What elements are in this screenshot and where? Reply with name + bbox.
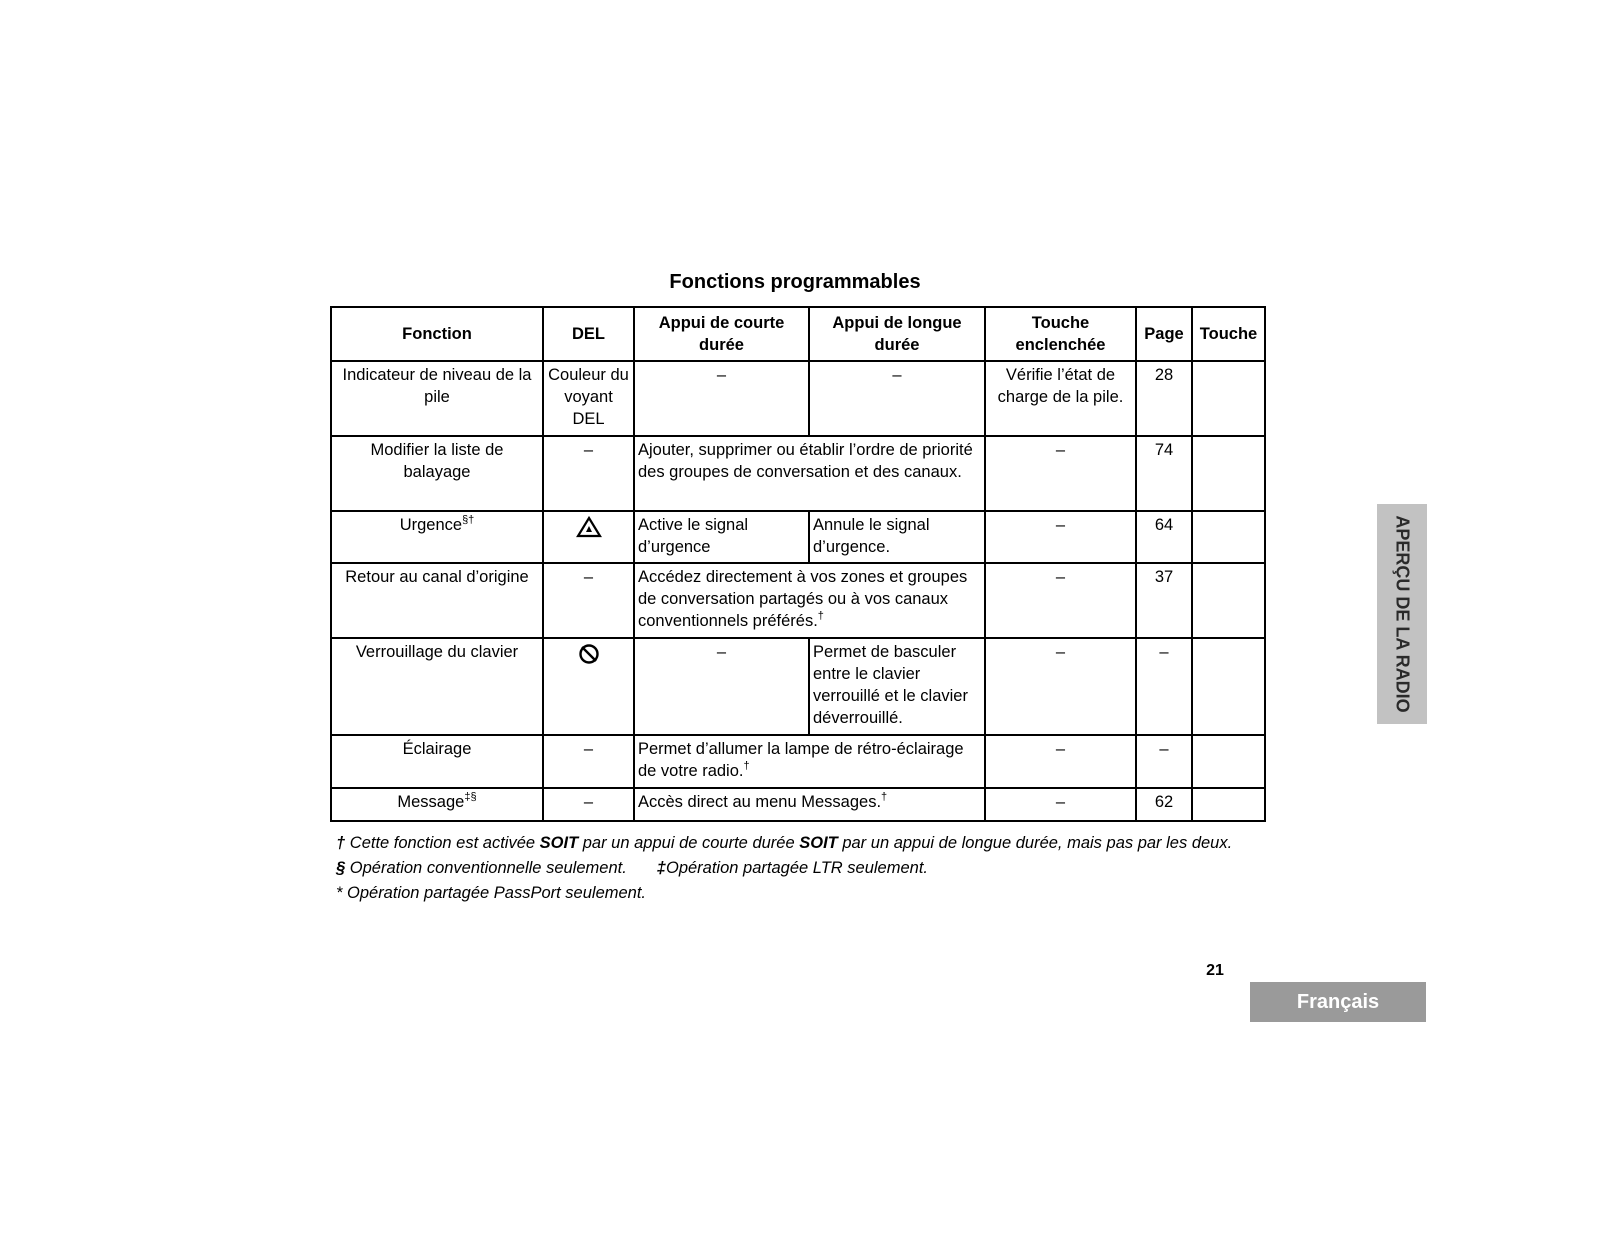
footnote-dagger <box>336 832 1256 854</box>
cell-del <box>543 638 634 735</box>
footnote-marks: ‡§ <box>464 791 477 803</box>
footnote-emphasis: SOIT <box>539 834 579 852</box>
double-dagger-mark: ‡ <box>656 859 666 877</box>
cell-enclenchee: Vérifie l’état de charge de la pile. <box>985 361 1136 436</box>
language-tab: Français <box>1250 982 1426 1022</box>
cell-enclenchee: – <box>985 638 1136 735</box>
section-side-tab-label: APERÇU DE LA RADIO <box>1392 515 1413 713</box>
cell-fonction: Indicateur de niveau de la pile <box>331 361 543 436</box>
footnote-section-double-dagger <box>336 857 1256 879</box>
table-row <box>331 361 1265 436</box>
footnote-text: Cette fonction est activée <box>345 834 540 852</box>
section-side-tab <box>1377 504 1427 724</box>
header-touche: Touche <box>1192 307 1265 361</box>
courte-longue-text: Accès direct au menu Messages. <box>638 793 882 811</box>
cell-fonction: Éclairage <box>331 735 543 788</box>
cell-courte-longue <box>634 563 985 638</box>
cell-longue: Permet de basculer entre le clavier verrouillé et le clavier déverrouillé. <box>809 638 985 735</box>
cell-fonction: Verrouillage du clavier <box>331 638 543 735</box>
keypad-lock-icon <box>577 643 601 665</box>
cell-enclenchee: – <box>985 436 1136 511</box>
cell-touche <box>1192 638 1265 735</box>
cell-fonction <box>331 511 543 563</box>
table-header-row <box>331 307 1265 361</box>
footnote-mark: † <box>817 610 824 622</box>
cell-page: 64 <box>1136 511 1192 563</box>
header-page: Page <box>1136 307 1192 361</box>
cell-fonction: Retour au canal d’origine <box>331 563 543 638</box>
cell-page: 62 <box>1136 788 1192 821</box>
header-touche-enclenchee: Touche enclenchée <box>985 307 1136 361</box>
courte-longue-text: Permet d’allumer la lampe de rétro-éclairage de votre radio. <box>638 740 964 780</box>
cell-touche <box>1192 788 1265 821</box>
cell-courte-longue <box>634 735 985 788</box>
cell-enclenchee: – <box>985 735 1136 788</box>
footnote-mark: † <box>743 760 750 772</box>
dagger-mark: † <box>336 834 346 852</box>
cell-enclenchee: – <box>985 511 1136 563</box>
courte-longue-text: Accédez directement à vos zones et groupes de conversation partagés ou à vos canaux conventionnels préférés. <box>638 568 968 630</box>
cell-del <box>543 511 634 563</box>
header-appui-longue: Appui de longue durée <box>809 307 985 361</box>
cell-enclenchee: – <box>985 788 1136 821</box>
cell-touche <box>1192 563 1265 638</box>
footnote-text: par un appui de longue durée, mais pas par les deux. <box>837 834 1233 852</box>
cell-del: – <box>543 436 634 511</box>
fonction-label: Urgence <box>399 516 463 534</box>
cell-courte-longue: Ajouter, supprimer ou établir l’ordre de priorité des groupes de conversation et des canaux. <box>634 436 985 511</box>
section-mark: § <box>336 859 346 877</box>
cell-touche <box>1192 436 1265 511</box>
cell-longue: Annule le signal d’urgence. <box>809 511 985 563</box>
footnote-emphasis: SOIT <box>799 834 838 852</box>
cell-fonction <box>331 788 543 821</box>
footnote-marks: §† <box>462 514 475 526</box>
footnotes <box>336 832 1256 907</box>
table-row <box>331 735 1265 788</box>
table-row <box>331 563 1265 638</box>
header-fonction: Fonction <box>331 307 543 361</box>
table-row <box>331 638 1265 735</box>
cell-courte: Active le signal d’urgence <box>634 511 809 563</box>
page-number: 21 <box>1206 962 1224 979</box>
fonction-label: Message <box>397 793 465 811</box>
footnote-text: Opération conventionnelle seulement. <box>345 859 627 877</box>
footnote-asterisk: * Opération partagée PassPort seulement. <box>336 884 647 902</box>
table-row <box>331 788 1265 821</box>
cell-del: – <box>543 735 634 788</box>
cell-touche <box>1192 361 1265 436</box>
cell-page: – <box>1136 735 1192 788</box>
header-del: DEL <box>543 307 634 361</box>
cell-fonction: Modifier la liste de balayage <box>331 436 543 511</box>
cell-page: 28 <box>1136 361 1192 436</box>
footnote-mark: † <box>881 791 888 803</box>
cell-touche <box>1192 735 1265 788</box>
footnote-text: par un appui de courte durée <box>578 834 800 852</box>
cell-del: – <box>543 788 634 821</box>
cell-touche <box>1192 511 1265 563</box>
cell-enclenchee: – <box>985 563 1136 638</box>
cell-courte: – <box>634 638 809 735</box>
cell-longue: – <box>809 361 985 436</box>
cell-page: – <box>1136 638 1192 735</box>
table-row <box>331 511 1265 563</box>
table-title: Fonctions programmables <box>669 271 921 293</box>
cell-courte-longue <box>634 788 985 821</box>
cell-del: Couleur du voyant DEL <box>543 361 634 436</box>
table-row <box>331 436 1265 511</box>
emergency-triangle-icon <box>576 516 602 538</box>
cell-courte: – <box>634 361 809 436</box>
cell-page: 37 <box>1136 563 1192 638</box>
header-appui-courte: Appui de courte durée <box>634 307 809 361</box>
cell-page: 74 <box>1136 436 1192 511</box>
programmable-functions-table <box>330 306 1266 822</box>
cell-del: – <box>543 563 634 638</box>
footnote-text: Opération partagée LTR seulement. <box>665 859 928 877</box>
